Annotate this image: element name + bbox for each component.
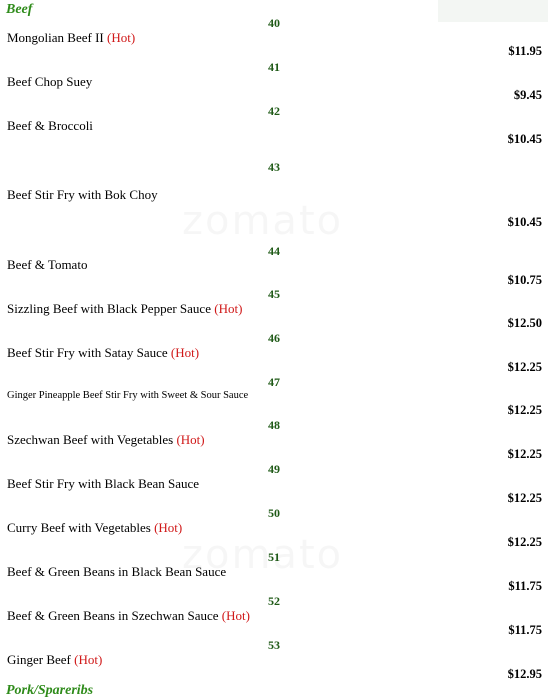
item-name [7,30,135,46]
item-name [7,257,87,273]
item-name-text: Beef Chop Suey [7,74,93,89]
hot-label: (Hot) [176,432,205,447]
item-name [7,187,158,203]
item-price: $12.95 [507,667,542,681]
item-number: 44 [268,244,280,258]
item-name [7,520,182,536]
item-number: 49 [268,462,280,476]
hot-label: (Hot) [214,301,243,316]
item-name-text: Curry Beef with Vegetables [7,520,151,535]
item-number: 48 [268,418,280,432]
item-number: 50 [268,506,280,520]
hot-label: (Hot) [74,652,103,667]
item-price: $12.25 [507,491,542,505]
item-name [7,118,93,134]
item-price: $12.25 [507,403,542,417]
section-title-beef: Beef [6,2,33,17]
item-name [7,74,92,90]
item-number: 40 [268,16,280,30]
item-name-text: Szechwan Beef with Vegetables [7,432,174,447]
item-number: 51 [268,550,280,564]
item-price: $11.95 [508,44,542,58]
section-title-pork: Pork/Spareribs [6,683,94,698]
watermark-1 [182,198,343,244]
item-name [7,476,199,492]
item-name [7,301,242,317]
item-name-text: Beef & Broccoli [7,118,93,133]
item-name-text: Ginger Beef [7,652,71,667]
item-price: $10.45 [507,215,542,229]
item-number: 41 [268,60,280,74]
item-name-text: Mongolian Beef II [7,30,104,45]
item-price: $11.75 [508,579,542,593]
item-price: $11.75 [508,623,542,637]
item-name [7,652,102,668]
item-name-text: Ginger Pineapple Beef Stir Fry with Sweet & Sour Sauce [7,390,249,401]
item-name-text: Beef & Green Beans in Black Bean Sauce [7,564,227,579]
header-shade [438,0,548,22]
item-price: $10.45 [507,132,542,146]
item-name-text: Beef Stir Fry with Black Bean Sauce [7,476,200,491]
item-name-text: Beef & Green Beans in Szechwan Sauce [7,608,219,623]
item-name-text: Beef & Tomato [7,257,88,272]
item-number: 47 [268,375,280,389]
item-number: 43 [268,160,280,174]
item-name-text: Beef Stir Fry with Satay Sauce [7,345,168,360]
item-name [7,432,205,448]
item-number: 52 [268,594,280,608]
item-name-text: Beef Stir Fry with Bok Choy [7,187,158,202]
item-number: 42 [268,104,280,118]
item-name [7,564,226,580]
item-number: 45 [268,287,280,301]
hot-label: (Hot) [107,30,136,45]
hot-label: (Hot) [154,520,183,535]
item-price: $12.25 [507,447,542,461]
hot-label: (Hot) [221,608,250,623]
item-price: $12.50 [507,316,542,330]
item-price: $9.45 [513,88,542,102]
item-name [7,608,250,624]
item-number: 53 [268,638,280,652]
item-name [7,345,199,361]
item-number: 46 [268,331,280,345]
item-name-text: Sizzling Beef with Black Pepper Sauce [7,301,211,316]
item-name [7,390,248,401]
item-price: $10.75 [507,273,542,287]
item-price: $12.25 [507,535,542,549]
hot-label: (Hot) [170,345,200,360]
item-price: $12.25 [507,360,542,374]
